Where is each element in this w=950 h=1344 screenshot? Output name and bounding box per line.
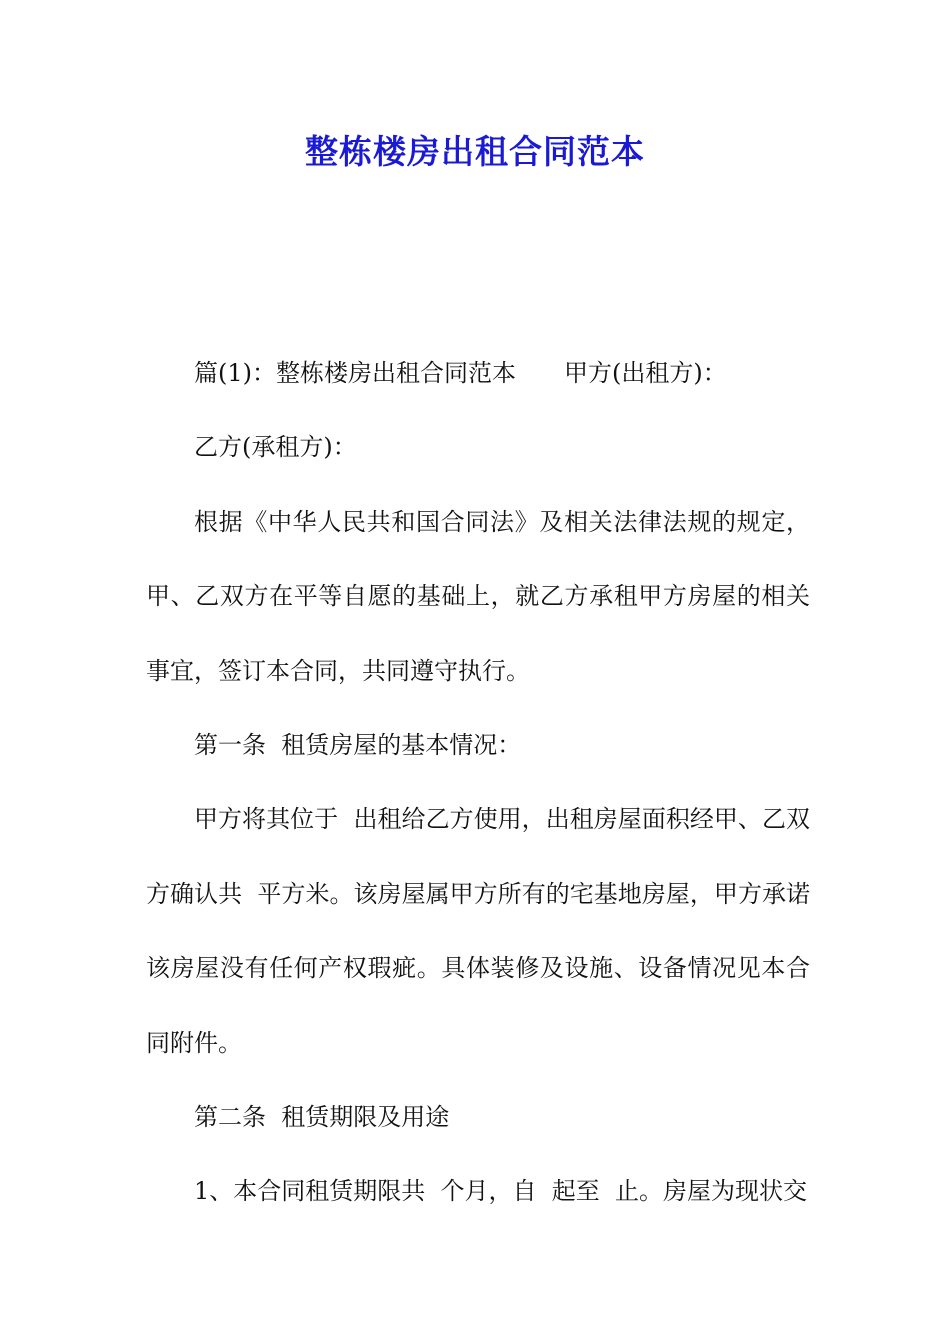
paragraph-article-2-heading: 第二条 租赁期限及用途 (194, 1103, 450, 1132)
paragraph-article-2-item-1: 1、本合同租赁期限共 个月，自 起至 止。房屋为现状交 (194, 1177, 808, 1206)
paragraph-party-b: 乙方(承租方)： (194, 433, 357, 462)
document-body (146, 336, 810, 1229)
paragraph-article-1-heading: 第一条 租赁房屋的基本情况： (194, 731, 522, 760)
paragraph-preamble: 根据《中华人民共和国合同法》及相关法律法规的规定，甲、乙双方在平等自愿的基础上，就乙方承租甲方房屋的相关事宜，签订本合同，共同遵守执行。 (146, 507, 810, 685)
paragraph-article-1-body: 甲方将其位于 出租给乙方使用，出租房屋面积经甲、乙双方确认共 平方米。该房屋属甲方所有的宅基地房屋，甲方承诺该房屋没有任何产权瑕疵。具体装修及设施、设备情况见本合同附件。 (146, 805, 810, 1057)
document-title: 整栋楼房出租合同范本 (305, 132, 645, 171)
paragraph-header: 篇(1)：整栋楼房出租合同范本 甲方(出租方)： (194, 359, 727, 387)
